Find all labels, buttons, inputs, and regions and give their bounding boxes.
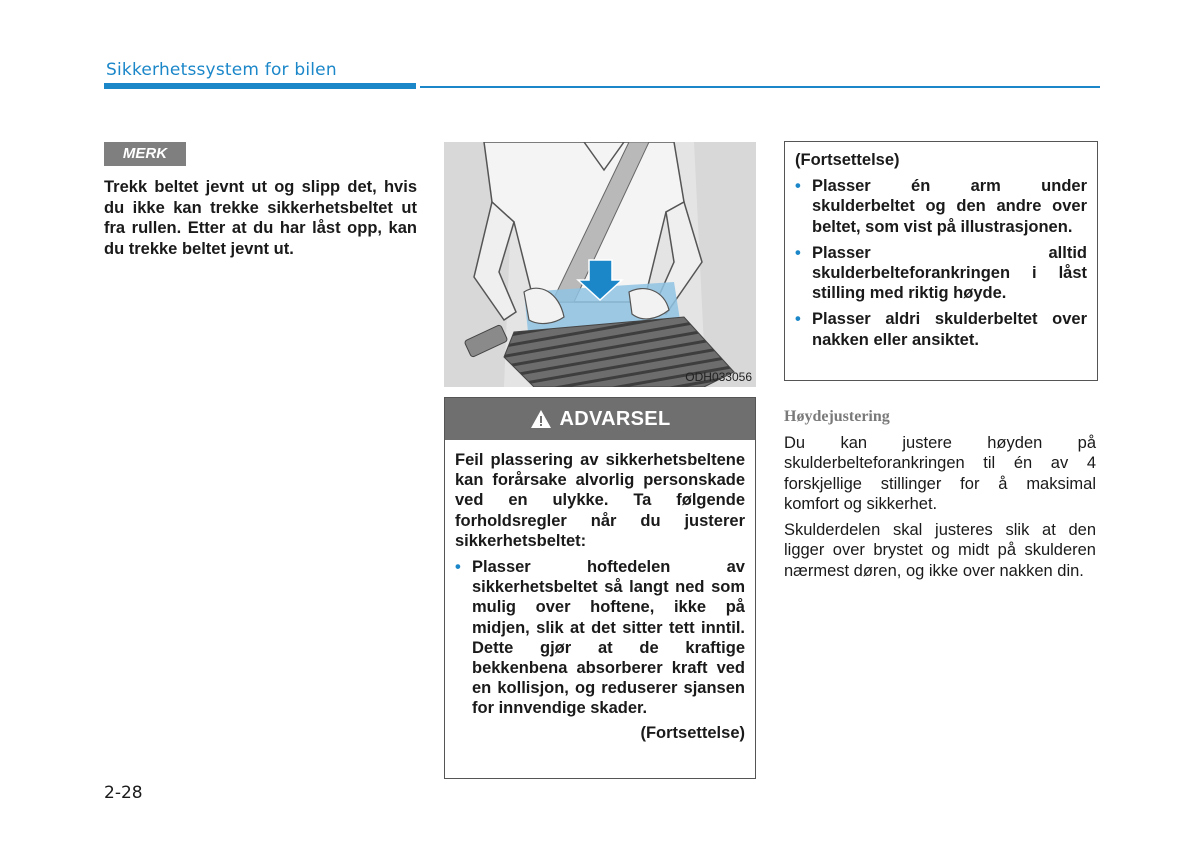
page-number: 2-28 [104,783,143,803]
header-rule-thick [104,83,416,89]
note-label: MERK [104,142,186,166]
paragraph: Du kan justere høyden på skulderbelteforankringen til én av 4 forskjellige stillinger for å maksimal komfort og sikkerhet. [784,434,1096,513]
warning-body [445,440,755,743]
image-code: ODH033056 [685,370,752,384]
continuation-bullet [795,176,1087,237]
warning-header [445,398,755,440]
continuation-bullet-text: Plasser én arm under skulderbeltet og den andre over beltet, som vist på illustrasjonen. [812,177,1087,236]
warning-bullet-text: Plasser hoftedelen av sikkerhetsbeltet så langt ned som mulig over hoftene, ikke på midjen, slik at det sitter tett inntil. Dette gjør at de kraftige bekkenbena absorberer kraft ved en kollisjon, og reduserer sjansen for innvendige skader. [472,558,745,718]
continuation-bullet-text: Plasser aldri skulderbeltet over nakken eller ansiktet. [812,310,1087,349]
continuation-body [785,142,1097,350]
continuation-bullet [795,309,1087,349]
section-title: Sikkerhetssystem for bilen [106,60,337,80]
paragraph: Skulderdelen skal justeres slik at den ligger over brystet og midt på skulderen nærmest døren, og ikke over nakken din. [784,521,1096,580]
warning-title: ADVARSEL [559,407,671,430]
warning-intro: Feil plassering av sikkerhetsbeltene kan forårsake alvorlig personskade ved en ulykke. Ta følgende forholdsregler når du justerer sikkerhetsbeltet: [455,451,745,550]
header-rule-thin [420,86,1100,88]
seatbelt-illustration [444,142,756,387]
height-adjustment-text [784,433,1096,587]
continuation-bullet [795,243,1087,304]
bullet-icon: • [455,558,461,577]
warning-bullet [455,557,745,719]
seatbelt-drawing [444,142,756,387]
note-text: Trekk beltet jevnt ut og slipp det, hvis du ikke kan trekke sikkerhetsbeltet ut fra rullen. Etter at du har låst opp, kan du trekke beltet jevnt ut. [104,178,417,258]
bullet-icon: • [795,243,801,262]
height-adjustment-heading: Høydejustering [784,408,890,425]
continuation-box [784,141,1098,381]
warning-continued: (Fortsettelse) [640,723,745,742]
bullet-icon: • [795,177,801,196]
continuation-label: (Fortsettelse) [795,151,900,169]
warning-triangle-icon [530,409,552,429]
warning-box [444,397,756,779]
continuation-bullet-text: Plasser alltid skulderbelteforankringen i låst stilling med riktig høyde. [812,243,1087,303]
bullet-icon: • [795,310,801,329]
